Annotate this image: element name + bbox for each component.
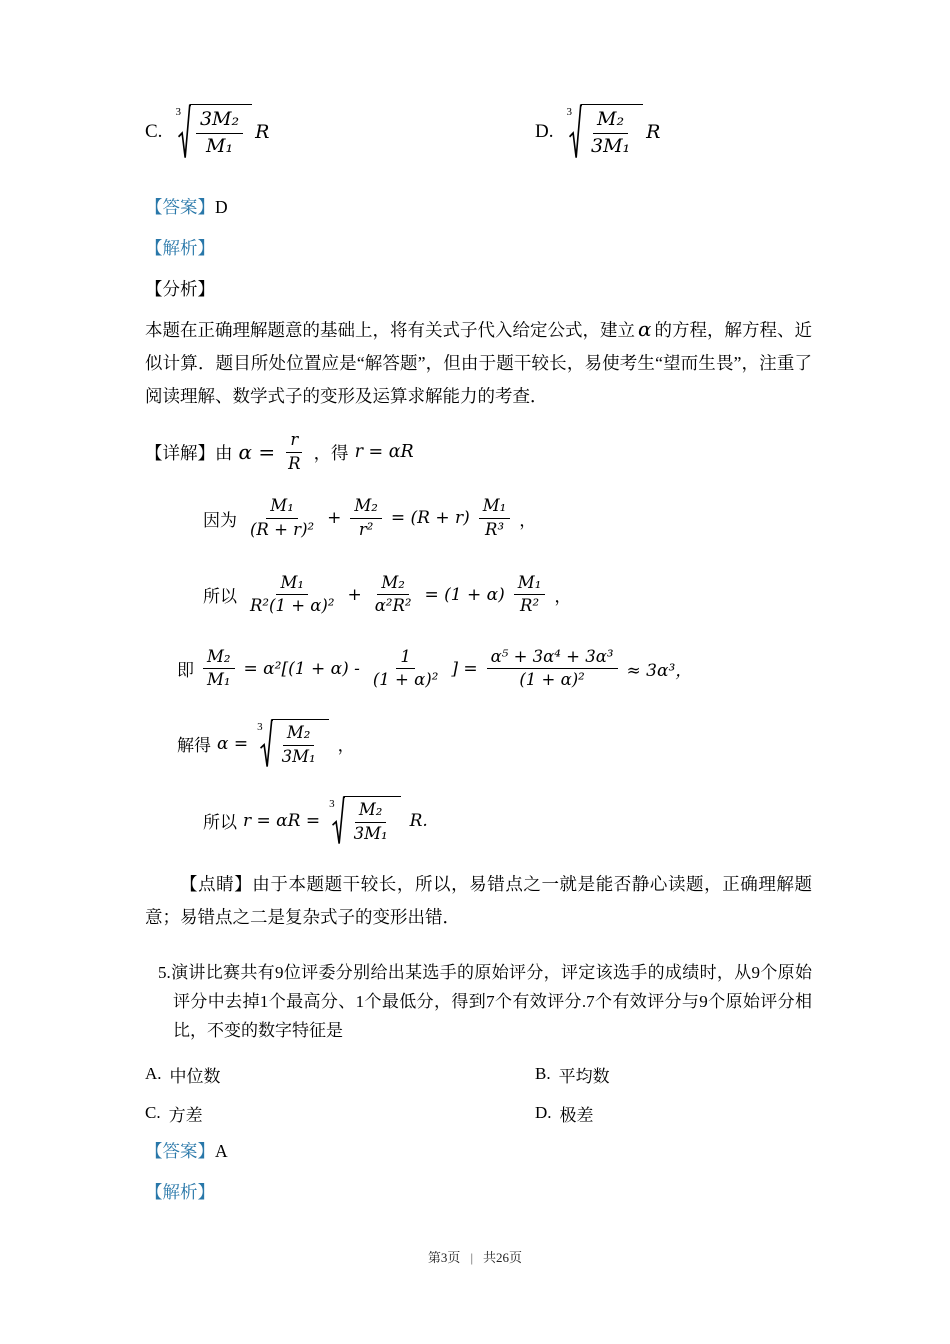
fraction-denominator: 3M₁ xyxy=(281,746,316,766)
option-c xyxy=(145,104,535,160)
option-d5-text: 极差 xyxy=(559,1105,594,1125)
fraction-denominator: 3M₁ xyxy=(353,823,388,843)
answer-value: A xyxy=(215,1140,228,1161)
root-index: 3 xyxy=(175,106,181,118)
question5-options-ab xyxy=(145,1062,812,1087)
fraction-numerator: M₂ xyxy=(350,496,382,519)
cube-root xyxy=(175,104,252,160)
fraction-numerator: 3M₂ xyxy=(196,108,243,134)
cube-root xyxy=(329,796,401,845)
fraction-numerator: M₂ xyxy=(355,800,387,823)
operator: + xyxy=(347,584,362,605)
equation-jiede xyxy=(177,719,812,768)
question4-jiexi-line xyxy=(145,235,812,260)
option-d-variable: R xyxy=(646,120,661,143)
fraction-denominator: M₁ xyxy=(205,134,234,157)
question4-options-row xyxy=(145,104,812,160)
fraction-numerator: M₂ xyxy=(593,108,628,134)
fraction-denominator: R² xyxy=(520,596,540,616)
equation-tail: ， xyxy=(337,736,355,756)
fraction-denominator: M₁ xyxy=(207,670,231,690)
fraction-numerator: 1 xyxy=(396,647,415,670)
equation-tail: ， xyxy=(554,587,572,607)
fraction xyxy=(246,573,338,617)
detail-lhs: α = xyxy=(238,440,276,465)
fraction xyxy=(246,496,318,540)
fraction-numerator: M₁ xyxy=(479,496,511,519)
equation-prefix: 即 xyxy=(177,661,194,681)
fraction xyxy=(479,496,511,540)
option-d5 xyxy=(535,1101,594,1126)
detail-line xyxy=(145,430,812,474)
radicand xyxy=(190,104,252,160)
equation-lhs: r = αR = xyxy=(243,810,321,831)
fraction-numerator: α⁵ + 3α⁴ + 3α³ xyxy=(487,647,618,670)
option-c5-text: 方差 xyxy=(168,1105,203,1125)
equation-lhs: α = xyxy=(217,733,249,754)
analysis-paragraph xyxy=(145,313,812,413)
equation-prefix: 所以 xyxy=(203,587,237,607)
question5-answer-line xyxy=(145,1138,812,1163)
fraction-denominator: (1 + α)² xyxy=(519,670,585,690)
question5-stem: 5.演讲比赛共有9位评委分别给出某选手的原始评分，评定该选手的成绩时，从9个原始评分中去掉1个最高分、1个最低分，得到7个有效评分.7个有效评分与9个原始评分相比，不变的数字特征是 xyxy=(158,962,812,1040)
fenxi-label: 【分析】 xyxy=(145,278,215,299)
fraction xyxy=(284,430,304,474)
fraction-numerator: M₂ xyxy=(283,723,315,746)
operator: ] = xyxy=(451,658,478,679)
root-index: 3 xyxy=(257,721,263,733)
option-d xyxy=(535,104,660,160)
fraction-denominator: R xyxy=(288,453,301,473)
question5-options-cd xyxy=(145,1101,812,1126)
fraction xyxy=(514,573,546,617)
answer-label: 【答案】 xyxy=(145,196,215,217)
fraction xyxy=(587,108,634,159)
alpha-symbol: α xyxy=(638,316,652,341)
cube-root xyxy=(566,104,643,160)
equation-prefix: 解得 xyxy=(177,736,211,756)
fraction-denominator: 3M₁ xyxy=(590,134,631,157)
option-b-label: B. xyxy=(535,1064,551,1083)
equation-tail: ， xyxy=(519,510,537,530)
equation-tail: ≈ 3α³， xyxy=(626,661,693,682)
fraction-denominator: r² xyxy=(358,519,374,539)
equation-tail: R. xyxy=(409,810,428,831)
equation-because xyxy=(203,496,812,540)
radicand xyxy=(272,719,329,768)
answer-value: D xyxy=(215,196,228,217)
fraction xyxy=(371,573,416,617)
fraction-numerator: M₁ xyxy=(276,573,308,596)
question4-answer-line xyxy=(145,194,812,219)
fraction-numerator: M₁ xyxy=(266,496,298,519)
detail-prefix: 【详解】由 xyxy=(145,442,233,463)
root-index: 3 xyxy=(329,798,335,811)
fraction-denominator: α²R² xyxy=(374,596,412,616)
radicand xyxy=(581,104,643,160)
fraction-denominator: (R + r)² xyxy=(250,519,315,539)
option-c5-label: C. xyxy=(145,1103,161,1122)
fraction-denominator: (1 + α)² xyxy=(372,670,439,690)
operator: = (R + r) xyxy=(390,508,470,529)
fraction-numerator: r xyxy=(286,430,302,453)
answer-label: 【答案】 xyxy=(145,1140,215,1161)
footer-page-total: 共26页 xyxy=(483,1250,523,1265)
cube-root xyxy=(257,719,329,768)
equation-ji xyxy=(177,647,812,691)
detail-rhs: r = αR xyxy=(354,442,414,463)
root-index: 3 xyxy=(566,106,572,118)
operator: = (1 + α) xyxy=(424,584,505,605)
jiexi-label: 【解析】 xyxy=(145,237,215,258)
question4-fenxi-line xyxy=(145,276,812,301)
fraction xyxy=(487,647,618,691)
option-c-label: C. xyxy=(145,120,163,142)
option-b xyxy=(535,1062,610,1087)
fraction-denominator: R²(1 + α)² xyxy=(250,596,335,616)
equation-prefix: 因为 xyxy=(203,510,237,530)
option-a xyxy=(145,1062,535,1087)
question5-jiexi-line xyxy=(145,1179,812,1204)
operator: + xyxy=(327,508,342,529)
fraction-numerator: M₁ xyxy=(514,573,546,596)
radicand xyxy=(344,796,401,845)
fraction-numerator: M₂ xyxy=(203,647,235,670)
option-b-text: 平均数 xyxy=(558,1066,610,1086)
fraction-numerator: M₂ xyxy=(377,573,409,596)
fraction xyxy=(350,496,382,540)
fraction xyxy=(203,647,235,691)
option-d5-label: D. xyxy=(535,1103,552,1122)
detail-mid: ，得 xyxy=(313,442,349,463)
option-d-label: D. xyxy=(535,120,554,142)
operator: = α²[(1 + α) - xyxy=(243,658,360,679)
fraction xyxy=(278,723,320,767)
jiexi-label: 【解析】 xyxy=(145,1181,215,1202)
option-a-text: 中位数 xyxy=(169,1066,221,1086)
fraction xyxy=(196,108,243,159)
page-footer xyxy=(0,1247,950,1266)
equation-suoyi2 xyxy=(203,796,812,845)
analysis-text-pre: 本题在正确理解题意的基础上，将有关式子代入给定公式，建立 xyxy=(145,319,635,340)
analysis-text-post: 的方程，解方程、近似计算．题目所处位置应是“解答题”，但由于题干较长，易使考生“望而生畏”，注重了阅读理解、数学式子的变形及运算求解能力的考查． xyxy=(145,319,813,406)
option-a-label: A. xyxy=(145,1064,162,1083)
dianjing-paragraph: 【点睛】由于本题题干较长，所以，易错点之一就是能否静心读题，正确理解题意；易错点之二是复杂式子的变形出错． xyxy=(145,873,812,927)
equation-prefix: 所以 xyxy=(203,813,237,833)
fraction xyxy=(369,647,442,691)
footer-page-current: 第3页 xyxy=(427,1250,461,1265)
footer-separator: | xyxy=(470,1250,474,1265)
fraction-denominator: R³ xyxy=(485,519,505,539)
option-c-variable: R xyxy=(255,120,270,143)
option-c5 xyxy=(145,1101,535,1126)
fraction xyxy=(350,800,392,844)
equation-suoyi1 xyxy=(203,573,812,617)
